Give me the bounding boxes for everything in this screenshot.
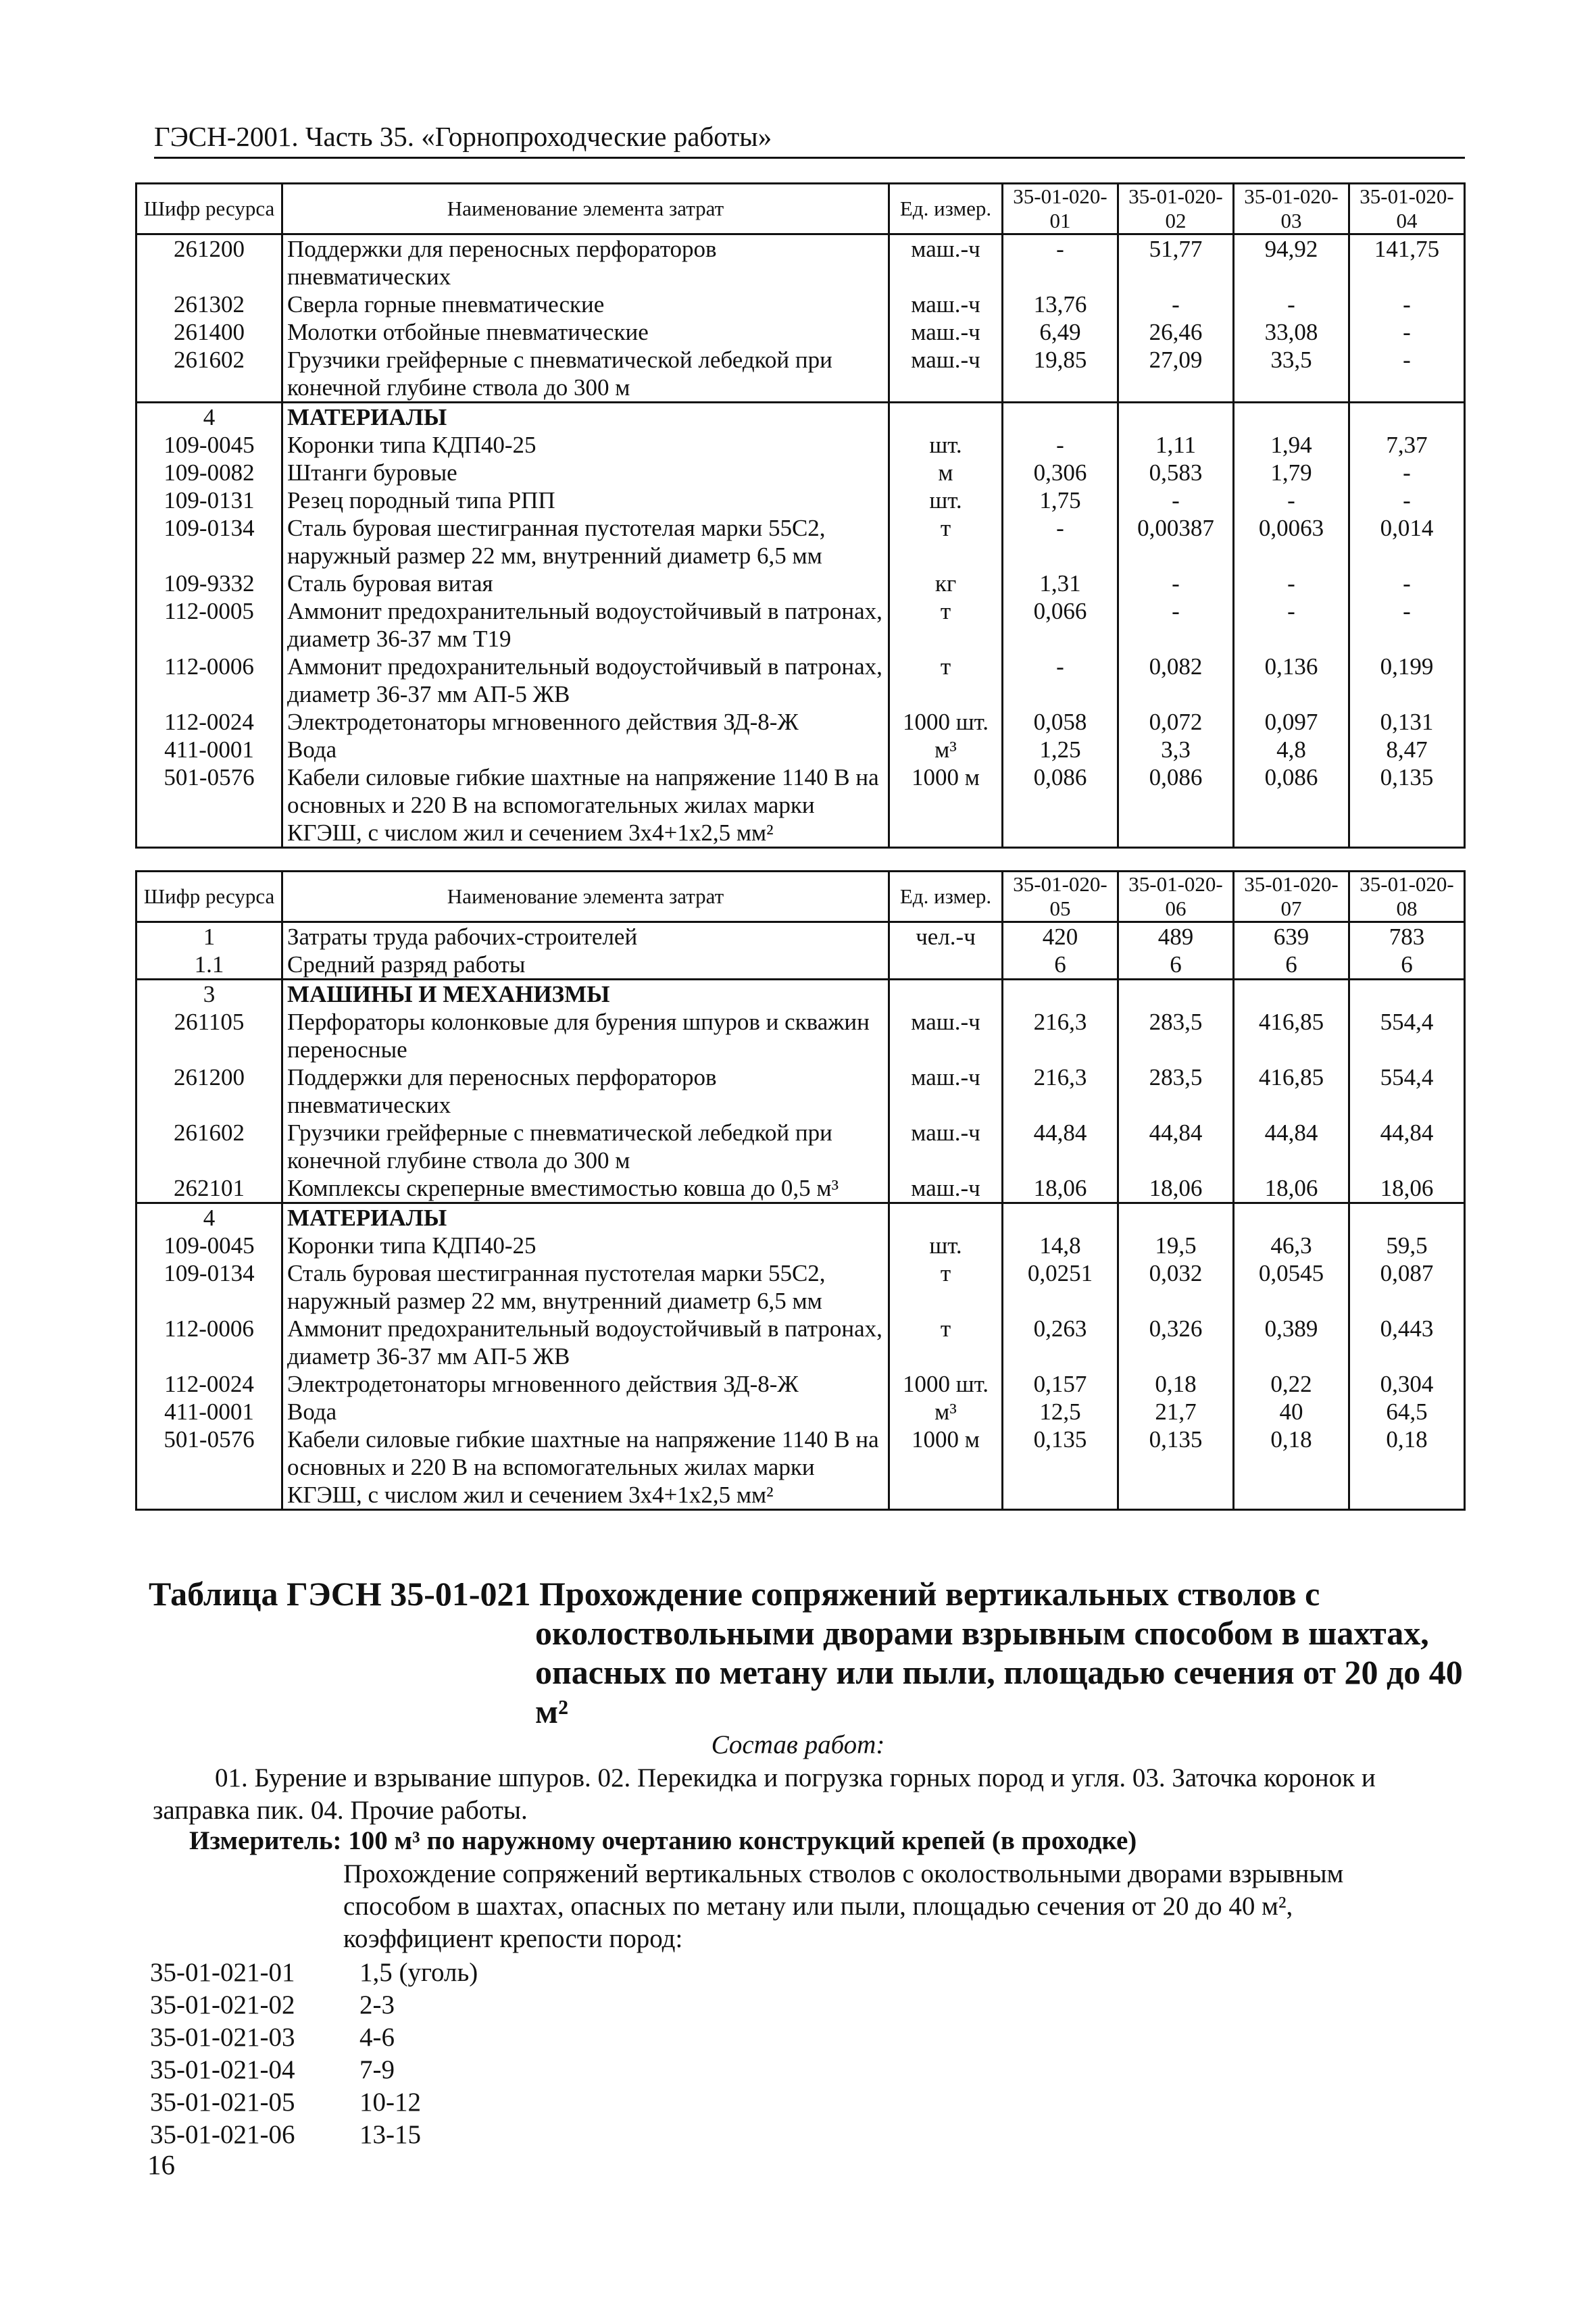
header-col: 35-01-020-02 (1118, 184, 1234, 234)
value-cell: 1,79 (1234, 459, 1349, 486)
code-cell: 411-0001 (136, 736, 282, 763)
code-list (150, 1957, 478, 2151)
value-cell: 0,18 (1234, 1426, 1349, 1510)
code-value: 7-9 (359, 2055, 395, 2084)
table-row (136, 763, 1465, 848)
name-cell: Средний разряд работы (282, 951, 889, 980)
value-cell: 0,18 (1118, 1370, 1234, 1398)
name-cell: Электродетонаторы мгновенного действия ЗД-8-Ж (282, 1370, 889, 1398)
value-cell: 14,8 (1003, 1232, 1118, 1259)
value-cell: - (1234, 486, 1349, 514)
value-cell: 0,263 (1003, 1315, 1118, 1370)
code-cell: 261200 (136, 234, 282, 291)
value-cell: 783 (1349, 922, 1465, 951)
value-cell: 26,46 (1118, 318, 1234, 346)
header-col: 35-01-020-06 (1118, 872, 1234, 922)
value-cell: - (1234, 597, 1349, 653)
code-cell: 112-0005 (136, 597, 282, 653)
unit-cell: маш.-ч (889, 1119, 1003, 1174)
value-cell: 0,058 (1003, 708, 1118, 736)
table-row (136, 486, 1465, 514)
name-cell: Коронки типа КДП40-25 (282, 1232, 889, 1259)
name-cell: МАШИНЫ И МЕХАНИЗМЫ (282, 980, 889, 1009)
table-row (136, 653, 1465, 708)
value-cell: 6 (1003, 951, 1118, 980)
code-value: 13-15 (359, 2120, 421, 2149)
value-cell: 639 (1234, 922, 1349, 951)
value-cell: 416,85 (1234, 1008, 1349, 1063)
code-cell: 109-0134 (136, 1259, 282, 1315)
code-label: 35-01-021-05 (150, 2088, 295, 2117)
value-cell (1003, 980, 1118, 1009)
value-cell: 0,0545 (1234, 1259, 1349, 1315)
code-label: 35-01-021-01 (150, 1958, 295, 1987)
name-cell: Сталь буровая шестигранная пустотелая марки 55С2, наружный размер 22 мм, внутренний диаметр 6,5 мм (282, 514, 889, 570)
code-cell: 261602 (136, 1119, 282, 1174)
table-row (136, 1232, 1465, 1259)
section-title-line: м² (535, 1692, 569, 1730)
table-row (136, 1174, 1465, 1203)
unit-cell: шт. (889, 431, 1003, 459)
header-col: 35-01-020-07 (1234, 872, 1349, 922)
value-cell: 21,7 (1118, 1398, 1234, 1426)
value-cell: 283,5 (1118, 1008, 1234, 1063)
value-cell (1118, 1203, 1234, 1232)
code-value: 10-12 (359, 2088, 421, 2117)
value-cell: 141,75 (1349, 234, 1465, 291)
value-cell: 18,06 (1118, 1174, 1234, 1203)
value-cell (1349, 403, 1465, 432)
value-cell: 554,4 (1349, 1063, 1465, 1119)
value-cell: 0,389 (1234, 1315, 1349, 1370)
header-name: Наименование элемента затрат (282, 872, 889, 922)
value-cell: 44,84 (1234, 1119, 1349, 1174)
code-label: 35-01-021-02 (150, 1990, 295, 2019)
value-cell: 18,06 (1349, 1174, 1465, 1203)
code-cell: 112-0024 (136, 708, 282, 736)
value-cell: 420 (1003, 922, 1118, 951)
code-label: 35-01-021-03 (150, 2023, 295, 2052)
name-cell: Затраты труда рабочих-строителей (282, 922, 889, 951)
name-cell: Коронки типа КДП40-25 (282, 431, 889, 459)
name-cell: Поддержки для переносных перфораторов пневматических (282, 234, 889, 291)
code-value: 4-6 (359, 2023, 395, 2052)
unit-cell: т (889, 1259, 1003, 1315)
value-cell: 13,76 (1003, 291, 1118, 318)
table-header-row (136, 184, 1465, 234)
value-cell: 1,75 (1003, 486, 1118, 514)
value-cell: 0,157 (1003, 1370, 1118, 1398)
unit-cell: т (889, 597, 1003, 653)
value-cell: 0,304 (1349, 1370, 1465, 1398)
value-cell: 18,06 (1003, 1174, 1118, 1203)
value-cell: 0,326 (1118, 1315, 1234, 1370)
table-row (136, 1426, 1465, 1510)
table-row (136, 1370, 1465, 1398)
code-cell: 109-0045 (136, 1232, 282, 1259)
code-cell: 261200 (136, 1063, 282, 1119)
section-row (136, 403, 1465, 432)
value-cell: 64,5 (1349, 1398, 1465, 1426)
table-row (136, 736, 1465, 763)
header-unit: Ед. измер. (889, 872, 1003, 922)
value-cell: 1,25 (1003, 736, 1118, 763)
value-cell: - (1003, 234, 1118, 291)
value-cell: 51,77 (1118, 234, 1234, 291)
value-cell: 0,136 (1234, 653, 1349, 708)
code-list-item (150, 2021, 478, 2054)
header-name: Наименование элемента затрат (282, 184, 889, 234)
composition-text: 01. Бурение и взрывание шпуров. 02. Перекидка и погрузка горных пород и угля. 03. Заточка коронок и заправка пик. 04. Прочие работы. (153, 1763, 1376, 1825)
table-row (136, 708, 1465, 736)
unit-cell: м (889, 459, 1003, 486)
value-cell: 44,84 (1003, 1119, 1118, 1174)
value-cell: - (1349, 291, 1465, 318)
value-cell: - (1349, 570, 1465, 597)
section-row (136, 980, 1465, 1009)
value-cell (1234, 403, 1349, 432)
name-cell: МАТЕРИАЛЫ (282, 403, 889, 432)
value-cell: 283,5 (1118, 1063, 1234, 1119)
code-cell: 3 (136, 980, 282, 1009)
code-cell: 501-0576 (136, 763, 282, 848)
value-cell: 0,131 (1349, 708, 1465, 736)
unit-cell (889, 951, 1003, 980)
code-label: 35-01-021-04 (150, 2055, 295, 2084)
name-cell: Аммонит предохранительный водоустойчивый в патронах, диаметр 36-37 мм АП-5 ЖВ (282, 1315, 889, 1370)
value-cell: 0,22 (1234, 1370, 1349, 1398)
value-cell: 44,84 (1118, 1119, 1234, 1174)
code-list-item (150, 2086, 478, 2119)
code-cell: 261602 (136, 346, 282, 403)
table-row (136, 1259, 1465, 1315)
value-cell: 1,31 (1003, 570, 1118, 597)
code-cell: 262101 (136, 1174, 282, 1203)
code-cell: 112-0006 (136, 1315, 282, 1370)
code-cell: 4 (136, 1203, 282, 1232)
value-cell: 0,443 (1349, 1315, 1465, 1370)
code-cell: 109-9332 (136, 570, 282, 597)
name-cell: Поддержки для переносных перфораторов пневматических (282, 1063, 889, 1119)
value-cell (1349, 980, 1465, 1009)
unit-cell: м³ (889, 1398, 1003, 1426)
value-cell: 0,082 (1118, 653, 1234, 708)
value-cell: 3,3 (1118, 736, 1234, 763)
value-cell: - (1349, 318, 1465, 346)
code-cell: 1 (136, 922, 282, 951)
value-cell: 216,3 (1003, 1063, 1118, 1119)
table-row (136, 318, 1465, 346)
unit-cell: 1000 шт. (889, 1370, 1003, 1398)
description: Прохождение сопряжений вертикальных стволов с околоствольными дворами взрывным способом в шахтах, опасных по метану или пыли, площадью сечения от 20 до 40 м², коэффициент крепости пород: (343, 1859, 1344, 1953)
unit-cell (889, 980, 1003, 1009)
table-row (136, 1063, 1465, 1119)
unit-cell: т (889, 653, 1003, 708)
header-col: 35-01-020-01 (1003, 184, 1118, 234)
table-row (136, 1119, 1465, 1174)
code-cell: 501-0576 (136, 1426, 282, 1510)
header-col: 35-01-020-05 (1003, 872, 1118, 922)
unit-cell: т (889, 1315, 1003, 1370)
section-title (149, 1574, 1473, 1731)
value-cell: 1,94 (1234, 431, 1349, 459)
value-cell: 6 (1118, 951, 1234, 980)
unit-cell: маш.-ч (889, 1008, 1003, 1063)
name-cell: Грузчики грейферные с пневматической лебедкой при конечной глубине ствола до 300 м (282, 1119, 889, 1174)
table-row (136, 1398, 1465, 1426)
value-cell: 0,306 (1003, 459, 1118, 486)
value-cell: 0,135 (1349, 763, 1465, 848)
value-cell: 0,072 (1118, 708, 1234, 736)
value-cell (1349, 1203, 1465, 1232)
value-cell: 7,37 (1349, 431, 1465, 459)
unit-cell: маш.-ч (889, 234, 1003, 291)
value-cell: 0,199 (1349, 653, 1465, 708)
value-cell: - (1003, 514, 1118, 570)
code-cell: 261105 (136, 1008, 282, 1063)
value-cell (1234, 1203, 1349, 1232)
section-title-line: Таблица ГЭСН 35-01-021 Прохождение сопряжений вертикальных стволов с (149, 1575, 1320, 1613)
value-cell: 4,8 (1234, 736, 1349, 763)
name-cell: МАТЕРИАЛЫ (282, 1203, 889, 1232)
value-cell: - (1118, 570, 1234, 597)
code-value: 1,5 (уголь) (359, 1958, 478, 1987)
value-cell: 489 (1118, 922, 1234, 951)
unit-cell: 1000 м (889, 763, 1003, 848)
table-row (136, 291, 1465, 318)
value-cell: 19,5 (1118, 1232, 1234, 1259)
name-cell: Сталь буровая шестигранная пустотелая марки 55С2, наружный размер 22 мм, внутренний диаметр 6,5 мм (282, 1259, 889, 1315)
meter-line: Измеритель: 100 м³ по наружному очертанию конструкций крепей (в проходке) (189, 1826, 1137, 1855)
code-value: 2-3 (359, 1990, 395, 2019)
name-cell: Резец породный типа РПП (282, 486, 889, 514)
value-cell (1003, 1203, 1118, 1232)
value-cell: 0,135 (1003, 1426, 1118, 1510)
table-row (136, 514, 1465, 570)
value-cell: - (1118, 291, 1234, 318)
value-cell: 216,3 (1003, 1008, 1118, 1063)
running-header: ГЭСН-2001. Часть 35. «Горнопроходческие работы» (154, 120, 1465, 159)
section-title-line: опасных по метану или пыли, площадью сечения от 20 до 40 (535, 1653, 1463, 1691)
code-cell: 112-0006 (136, 653, 282, 708)
value-cell: 0,00387 (1118, 514, 1234, 570)
value-cell: 0,0063 (1234, 514, 1349, 570)
unit-cell: маш.-ч (889, 291, 1003, 318)
resource-table-1 (135, 182, 1466, 849)
table-row (136, 570, 1465, 597)
code-cell: 109-0131 (136, 486, 282, 514)
value-cell: - (1003, 653, 1118, 708)
value-cell: 0,583 (1118, 459, 1234, 486)
name-cell: Молотки отбойные пневматические (282, 318, 889, 346)
code-cell: 411-0001 (136, 1398, 282, 1426)
value-cell: 0,032 (1118, 1259, 1234, 1315)
value-cell: 18,06 (1234, 1174, 1349, 1203)
value-cell: 0,086 (1118, 763, 1234, 848)
unit-cell: 1000 м (889, 1426, 1003, 1510)
name-cell: Комплексы скреперные вместимостью ковша до 0,5 м³ (282, 1174, 889, 1203)
code-cell: 261400 (136, 318, 282, 346)
value-cell: 0,135 (1118, 1426, 1234, 1510)
value-cell: 44,84 (1349, 1119, 1465, 1174)
name-cell: Кабели силовые гибкие шахтные на напряжение 1140 В на основных и 220 В на вспомогательных жилах марки КГЭШ, с числом жил и сечением 3х4+1х2,5 мм² (282, 1426, 889, 1510)
header-col: 35-01-020-03 (1234, 184, 1349, 234)
value-cell: 0,18 (1349, 1426, 1465, 1510)
value-cell (1118, 980, 1234, 1009)
unit-cell: маш.-ч (889, 1174, 1003, 1203)
name-cell: Сталь буровая витая (282, 570, 889, 597)
code-cell: 112-0024 (136, 1370, 282, 1398)
resource-table-2 (135, 870, 1466, 1511)
name-cell: Сверла горные пневматические (282, 291, 889, 318)
name-cell: Аммонит предохранительный водоустойчивый в патронах, диаметр 36-37 мм Т19 (282, 597, 889, 653)
value-cell: - (1349, 486, 1465, 514)
value-cell: 0,066 (1003, 597, 1118, 653)
table-row (136, 459, 1465, 486)
code-list-item (150, 2054, 478, 2086)
unit-cell: м³ (889, 736, 1003, 763)
header-unit: Ед. измер. (889, 184, 1003, 234)
value-cell (1234, 980, 1349, 1009)
value-cell: 1,11 (1118, 431, 1234, 459)
unit-cell: маш.-ч (889, 346, 1003, 403)
name-cell: Аммонит предохранительный водоустойчивый в патронах, диаметр 36-37 мм АП-5 ЖВ (282, 653, 889, 708)
value-cell: 94,92 (1234, 234, 1349, 291)
value-cell: - (1003, 431, 1118, 459)
value-cell: - (1349, 346, 1465, 403)
section-row (136, 1203, 1465, 1232)
value-cell: 33,5 (1234, 346, 1349, 403)
table-row (136, 431, 1465, 459)
unit-cell (889, 1203, 1003, 1232)
header-code: Шифр ресурса (136, 184, 282, 234)
value-cell: 0,097 (1234, 708, 1349, 736)
value-cell: 554,4 (1349, 1008, 1465, 1063)
value-cell: 0,086 (1003, 763, 1118, 848)
table-row (136, 1008, 1465, 1063)
value-cell (1118, 403, 1234, 432)
value-cell: 46,3 (1234, 1232, 1349, 1259)
value-cell: 0,086 (1234, 763, 1349, 848)
table-row (136, 922, 1465, 951)
unit-cell: кг (889, 570, 1003, 597)
value-cell: 33,08 (1234, 318, 1349, 346)
value-cell: 6 (1234, 951, 1349, 980)
value-cell: 0,0251 (1003, 1259, 1118, 1315)
value-cell: 19,85 (1003, 346, 1118, 403)
code-list-item (150, 1957, 478, 1989)
value-cell: 59,5 (1349, 1232, 1465, 1259)
value-cell: 8,47 (1349, 736, 1465, 763)
value-cell: 6 (1349, 951, 1465, 980)
value-cell (1003, 403, 1118, 432)
value-cell: 0,087 (1349, 1259, 1465, 1315)
name-cell: Грузчики грейферные с пневматической лебедкой при конечной глубине ствола до 300 м (282, 346, 889, 403)
table-row (136, 597, 1465, 653)
table-row (136, 234, 1465, 291)
code-cell: 261302 (136, 291, 282, 318)
name-cell: Электродетонаторы мгновенного действия ЗД-8-Ж (282, 708, 889, 736)
value-cell: 0,014 (1349, 514, 1465, 570)
code-list-item (150, 1989, 478, 2021)
value-cell: 40 (1234, 1398, 1349, 1426)
value-cell: 416,85 (1234, 1063, 1349, 1119)
value-cell: 12,5 (1003, 1398, 1118, 1426)
unit-cell (889, 403, 1003, 432)
code-cell: 109-0134 (136, 514, 282, 570)
unit-cell: маш.-ч (889, 1063, 1003, 1119)
name-cell: Кабели силовые гибкие шахтные на напряжение 1140 В на основных и 220 В на вспомогательных жилах марки КГЭШ, с числом жил и сечением 3х4+1х2,5 мм² (282, 763, 889, 848)
value-cell: - (1118, 597, 1234, 653)
header-col: 35-01-020-04 (1349, 184, 1465, 234)
value-cell: - (1234, 291, 1349, 318)
code-label: 35-01-021-06 (150, 2120, 295, 2149)
code-cell: 1.1 (136, 951, 282, 980)
table-body (136, 922, 1465, 1510)
table-header-row (136, 872, 1465, 922)
unit-cell: чел.-ч (889, 922, 1003, 951)
value-cell: - (1349, 597, 1465, 653)
table-row (136, 1315, 1465, 1370)
composition-heading: Состав работ: (711, 1730, 885, 1759)
header-code: Шифр ресурса (136, 872, 282, 922)
header-col: 35-01-020-08 (1349, 872, 1465, 922)
value-cell: 27,09 (1118, 346, 1234, 403)
name-cell: Перфораторы колонковые для бурения шпуров и скважин переносные (282, 1008, 889, 1063)
code-list-item (150, 2119, 478, 2151)
value-cell: 6,49 (1003, 318, 1118, 346)
code-cell: 109-0082 (136, 459, 282, 486)
value-cell: - (1118, 486, 1234, 514)
value-cell: - (1234, 570, 1349, 597)
unit-cell: шт. (889, 1232, 1003, 1259)
unit-cell: маш.-ч (889, 318, 1003, 346)
page-number: 16 (147, 2149, 175, 2180)
code-cell: 4 (136, 403, 282, 432)
table-row (136, 951, 1465, 980)
table-row (136, 346, 1465, 403)
name-cell: Вода (282, 736, 889, 763)
name-cell: Штанги буровые (282, 459, 889, 486)
value-cell: - (1349, 459, 1465, 486)
unit-cell: т (889, 514, 1003, 570)
unit-cell: шт. (889, 486, 1003, 514)
section-title-line: околоствольными дворами взрывным способом в шахтах, (535, 1614, 1429, 1652)
code-cell: 109-0045 (136, 431, 282, 459)
unit-cell: 1000 шт. (889, 708, 1003, 736)
table-body (136, 234, 1465, 848)
name-cell: Вода (282, 1398, 889, 1426)
